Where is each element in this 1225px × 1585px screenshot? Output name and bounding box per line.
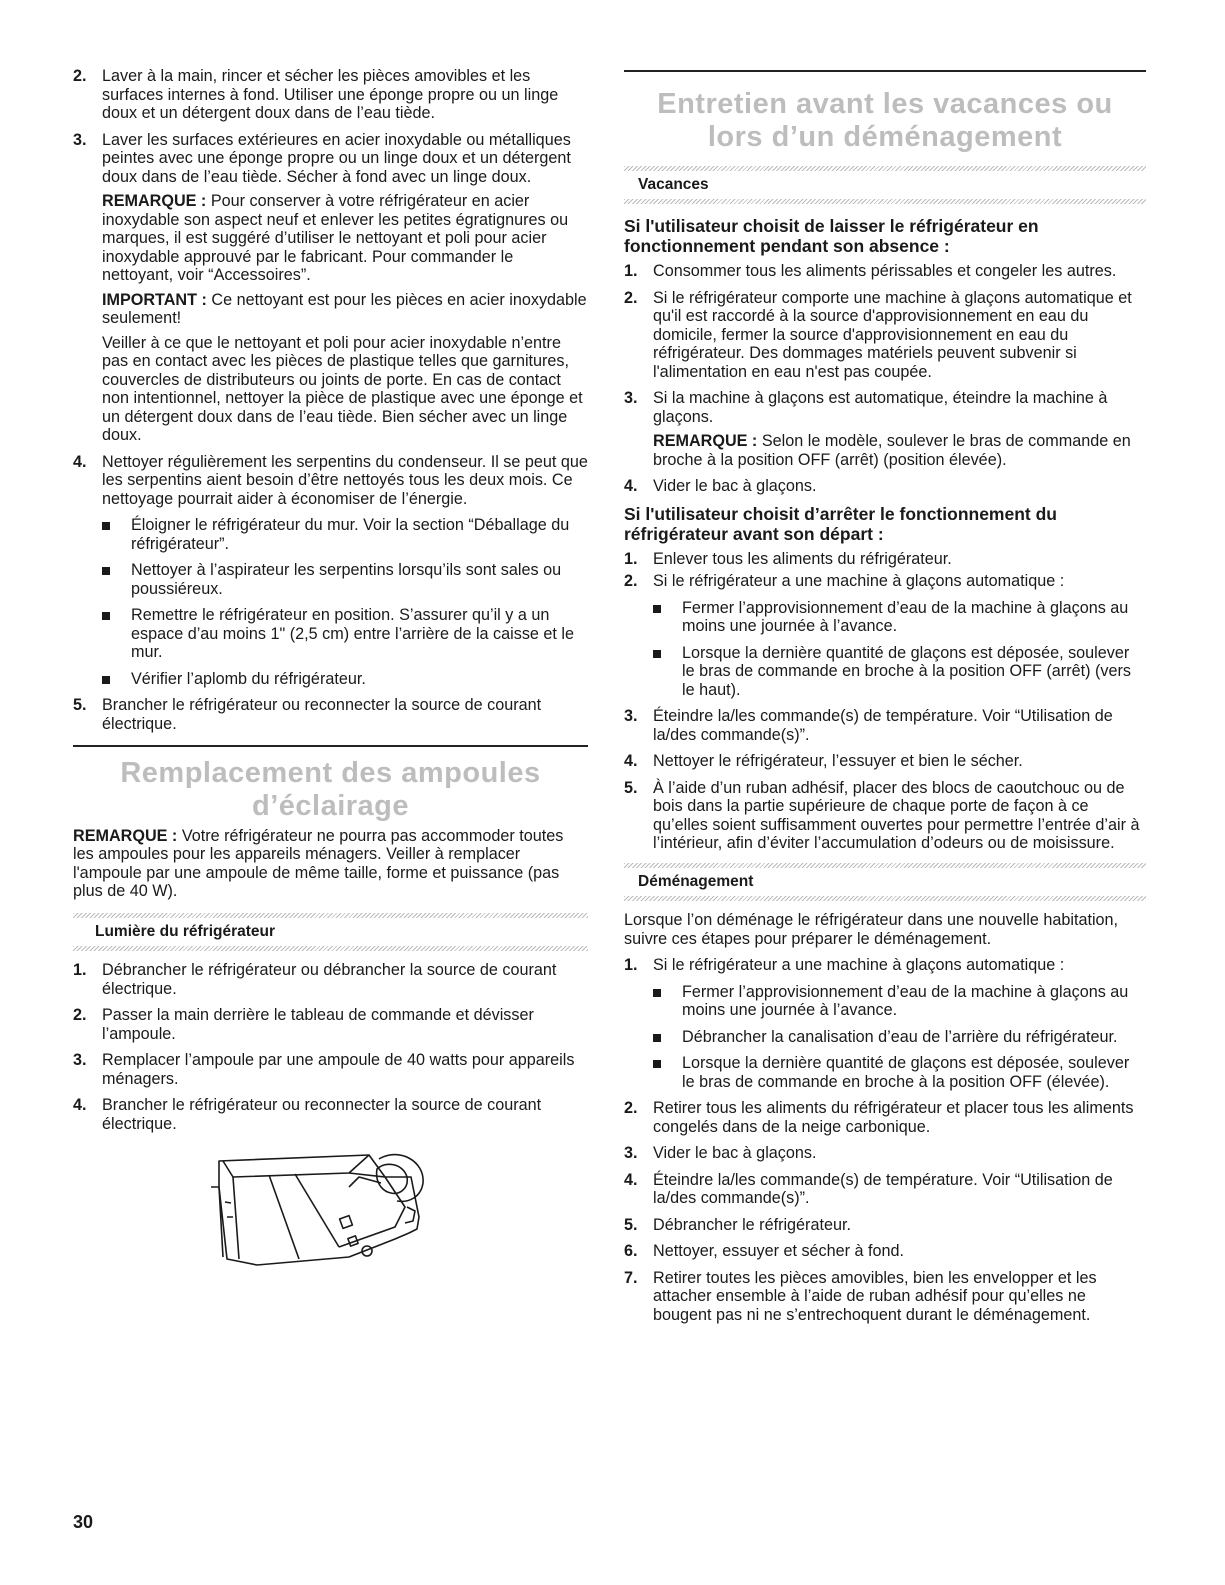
item-text: Débrancher le réfrigérateur. [653,1215,851,1234]
item-text: Vider le bac à glaçons. [653,1144,817,1162]
list-item [73,67,588,123]
item-number: 3. [624,389,638,407]
bold-heading: Si l'utilisateur choisit d’arrêter le fonctionnement du réfrigérateur avant son départ : [624,503,1057,544]
bullet-square-icon [102,676,110,684]
item-text: Débrancher le réfrigérateur ou débrancher la source de courant électrique. [102,961,557,998]
bullet-square-icon [102,567,110,575]
item-number: 2. [624,1099,638,1117]
note-text: Selon le modèle, soulever le bras de commande en broche à la position OFF (arrêt) (position élevée). [653,432,1131,469]
bullet-item [102,606,588,662]
item-number: 5. [624,778,638,797]
light-steps [73,961,588,1133]
list-item [624,289,1146,382]
list-item [624,389,1146,469]
item-number: 4. [624,1170,638,1189]
bullet-text: Lorsque la dernière quantité de glaçons est déposée, soulever le bras de commande en broche à la position OFF (arrêt) (vers le haut). [682,643,1131,699]
list-item [624,477,1146,496]
bullet-square-icon [102,612,110,620]
section-title-line: Remplacement des ampoules [120,756,541,789]
section-title [624,88,1146,154]
item-text: Éteindre la/les commande(s) de température. Voir “Utilisation de la/des commande(s)”. [653,1170,1113,1207]
item-number: 1. [624,956,638,974]
stainless-note [102,192,588,285]
item-number: 2. [624,288,638,307]
item-text: À l’aide d’un ruban adhésif, placer des blocs de caoutchouc ou de bois dans la partie supérieure de chaque porte de façon à ce qu’elles soient suffisamment ouvertes pour permettre l’entrée d’air à l’intérieur, afin d’éviter l’accumulation d’odeurs ou de moisissure. [653,778,1140,852]
section-divider [73,745,588,747]
note-text: Votre réfrigérateur ne pourra pas accommoder toutes les ampoules pour les appareils ménagers. Veiller à remplacer l'ampoule par une ampoule de même taille, forme et puissance (pas plus de 40 W). [73,826,564,900]
list-item [624,572,1146,591]
bullet-item [653,1028,1146,1047]
bullet-item [102,516,588,553]
item-text: Si le réfrigérateur a une machine à glaçons automatique : [653,956,1065,974]
item-number: 1. [73,961,87,979]
item-text: Éteindre la/les commande(s) de température. Voir “Utilisation de la/des commande(s)”. [653,707,1113,744]
item-number: 4. [73,1096,87,1114]
item-number: 2. [73,67,87,85]
bulb-note [73,827,588,901]
bullet-item [102,670,588,689]
list-item [73,1051,588,1088]
hatch-rule [73,946,588,951]
item-text: Laver à la main, rincer et sécher les pièces amovibles et les surfaces internes à fond. Utiliser une éponge propre ou un linge doux et un détergent doux dans de l’eau tiède. [102,67,559,122]
list-item [624,1216,1146,1235]
list-item [624,752,1146,771]
list-item [624,1144,1146,1163]
list-item [624,1269,1146,1325]
right-column [624,70,1146,1332]
item-text: Enlever tous les aliments du réfrigérateur. [653,549,952,568]
light-bulb-housing-illustration [199,1147,429,1277]
bullet-item [653,1054,1146,1091]
item-text: Nettoyer, essuyer et sécher à fond. [653,1242,905,1260]
list-item [624,1242,1146,1261]
list-item [624,1171,1146,1208]
item-number: 2. [73,1006,87,1024]
list-item [624,1099,1146,1136]
note-label: REMARQUE : [102,192,207,210]
bullet-text: Vérifier l’aplomb du réfrigérateur. [131,669,366,688]
care-text: Veiller à ce que le nettoyant et poli pour acier inoxydable n’entre pas en contact avec les pièces de plastique telles que garnitures, couvercles de distributeurs ou joints de porte. En cas de contact non intentionnel, nettoyer la pièce de plastique avec une éponge et un détergent doux dans de l’eau tiède. Bien sécher avec un linge doux. [102,333,583,444]
bullet-item [653,644,1146,700]
bullet-square-icon [102,522,110,530]
list-item [624,779,1146,853]
important-label: IMPORTANT : [102,290,207,309]
section-title [73,757,588,823]
item-number: 7. [624,1268,638,1287]
item-text: Si la machine à glaçons est automatique, éteindre la machine à glaçons. [653,389,1108,426]
item-text: Vider le bac à glaçons. [653,477,817,495]
important-note [102,291,588,328]
item-number: 5. [624,1215,638,1234]
bullet-square-icon [653,989,661,997]
bullet-text: Fermer l’approvisionnement d’eau de la machine à glaçons au moins une journée à l’avance. [682,598,1129,635]
bullet-text: Remettre le réfrigérateur en position. S’assurer qu’il y a un espace d’au moins 1" (2,5 cm) entre l’arrière de la caisse et le mur. [131,606,575,661]
section-title-line: lors d’un déménagement [707,120,1063,153]
list-item [73,1096,588,1133]
bullet-square-icon [653,1034,661,1042]
item-text: Remplacer l’ampoule par une ampoule de 40 watts pour appareils ménagers. [102,1051,575,1088]
item-text: Passer la main derrière le tableau de commande et dévisser l’ampoule. [102,1006,534,1043]
hatch-rule [624,896,1146,901]
section-title-line: Entretien avant les vacances ou [657,87,1113,120]
list-item [624,550,1146,569]
list-item [624,707,1146,744]
bold-heading: Si l'utilisateur choisit de laisser le réfrigérateur en fonctionnement pendant son absence : [624,216,1039,256]
vacation-note [653,432,1146,469]
note-label: REMARQUE : [73,826,178,845]
item-text: Brancher le réfrigérateur ou reconnecter la source de courant électrique. [102,1096,542,1133]
bullet-text: Lorsque la dernière quantité de glaçons est déposée, soulever le bras de commande en broche à la position OFF (élevée). [682,1054,1130,1091]
item-number: 4. [73,452,87,471]
item-number: 3. [624,707,638,725]
item-number: 3. [73,1051,87,1069]
item-text: Si le réfrigérateur a une machine à glaçons automatique : [653,572,1065,590]
item-number: 3. [624,1144,638,1162]
list-item [73,453,588,509]
section-divider [624,70,1146,72]
item-number: 1. [624,262,638,280]
item-text: Nettoyer le réfrigérateur, l’essuyer et bien le sécher. [653,752,1023,770]
bullet-text: Fermer l’approvisionnement d’eau de la machine à glaçons au moins une journée à l’avance. [682,982,1129,1019]
item-number: 4. [624,477,638,495]
item-text: Retirer tous les aliments du réfrigérateur et placer tous les aliments congelés dans de la neige carbonique. [653,1099,1134,1136]
item-text: Si le réfrigérateur comporte une machine à glaçons automatique et qu'il est raccordé à la source d'approvisionnement en eau du domicile, fermer la source d'approvisionnement en eau du réfrigérateur. Des dommages matériels peuvent subvenir si l'alimentation en eau n'est pas coupée. [653,288,1132,381]
item-text: Brancher le réfrigérateur ou reconnecter la source de courant électrique. [102,696,542,733]
item-number: 5. [73,696,87,714]
left-column [73,67,588,1277]
section-title-line: d’éclairage [251,789,410,822]
bullet-text: Nettoyer à l’aspirateur les serpentins lorsqu’ils sont sales ou poussiéreux. [131,561,562,598]
item-number: 1. [624,549,638,568]
subsection-heading: Lumière du réfrigérateur [95,922,276,940]
item-number: 6. [624,1242,638,1260]
item-text: Laver les surfaces extérieures en acier inoxydable ou métalliques peintes avec une éponge propre ou un linge doux et un détergent doux dans de l’eau tiède. Sécher à fond avec un linge doux. [102,130,571,186]
bullet-item [102,561,588,598]
bullet-square-icon [653,1060,661,1068]
bullet-text: Débrancher la canalisation d’eau de l’arrière du réfrigérateur. [682,1027,1118,1046]
subsection-heading: Déménagement [638,872,754,890]
item-number: 3. [73,130,87,149]
cleaning-list [73,67,588,733]
bullet-square-icon [653,605,661,613]
list-item [624,262,1146,281]
note-label: REMARQUE : [653,432,758,450]
bullet-text: Éloigner le réfrigérateur du mur. Voir la section “Déballage du réfrigérateur”. [131,516,570,553]
important-text: Ce nettoyant est pour les pièces en acier inoxydable seulement! [102,290,587,327]
bullet-item [653,983,1146,1020]
bullet-item [653,599,1146,636]
item-text: Nettoyer régulièrement les serpentins du condenseur. Il se peut que les serpentins aient besoin d’être nettoyés tous les deux mois. Ce nettoyage pourrait aider à économiser de l’énergie. [102,452,588,508]
list-item [73,961,588,998]
item-text: Consommer tous les aliments périssables et congeler les autres. [653,262,1117,280]
list-item [624,956,1146,975]
hatch-rule [624,199,1146,204]
list-item [73,131,588,445]
list-item [73,1006,588,1043]
item-text: Retirer toutes les pièces amovibles, bien les envelopper et les attacher ensemble à l’aide de ruban adhésif pour qu’elles ne bougent pas ni ne s’entrechoquent durant le déménagement. [653,1268,1097,1324]
subsection-heading: Vacances [638,175,709,193]
page-number: 30 [73,1512,94,1532]
list-item [73,696,588,733]
item-number: 2. [624,572,638,590]
note-text: Pour conserver à votre réfrigérateur en acier inoxydable son aspect neuf et enlever les petites égratignures ou marques, il est suggéré d’utiliser le nettoyant et poli pour acier inoxydable approuvé par le fabricant. Pour commander le nettoyant, voir “Accessoires”. [102,192,569,284]
move-intro: Lorsque l’on déménage le réfrigérateur dans une nouvelle habitation, suivre ces étapes pour préparer le déménagement. [624,911,1119,948]
item-number: 4. [624,752,638,770]
bullet-square-icon [653,650,661,658]
